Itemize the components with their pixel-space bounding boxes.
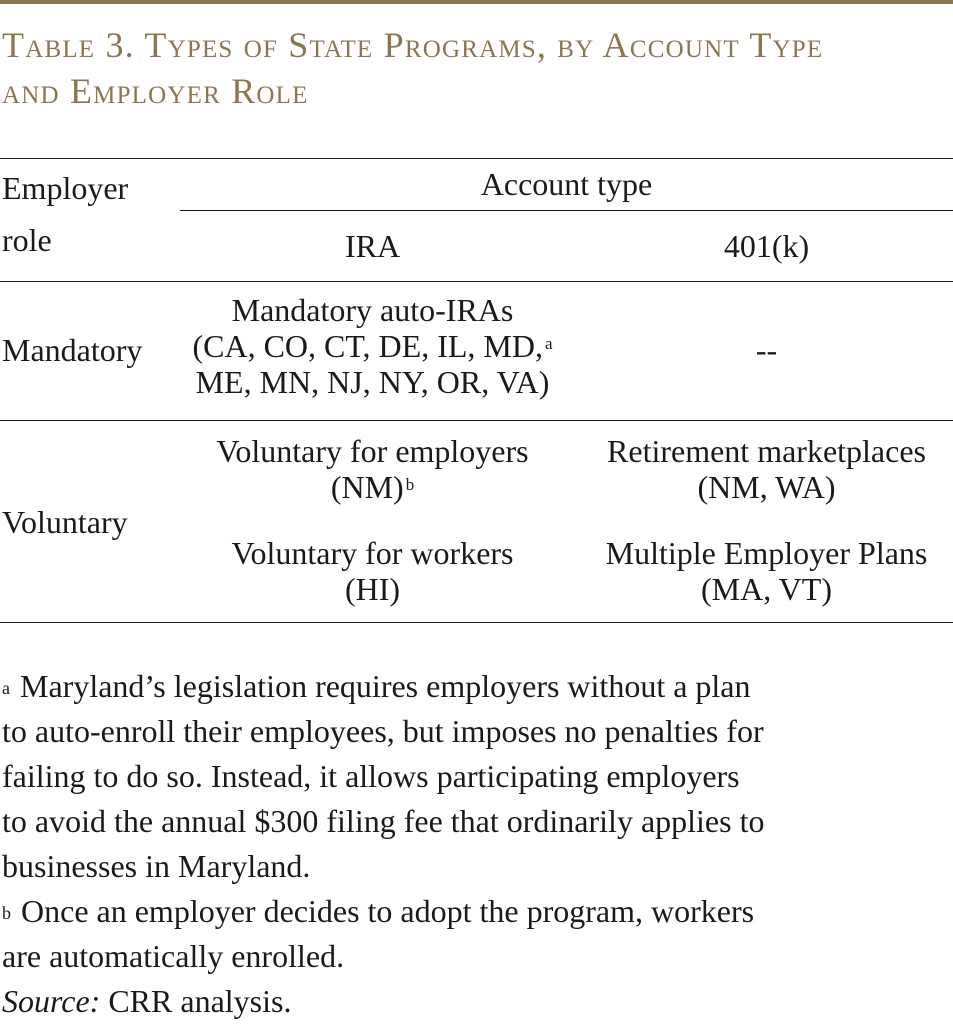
account-type-header: Account type <box>480 166 653 202</box>
multiple-employer-plans-cell: Multiple Employer Plans (MA, VT) <box>605 535 928 607</box>
table-bottom-rule <box>0 622 953 623</box>
retirement-marketplaces-cell: Retirement marketplaces (NM, WA) <box>607 433 926 505</box>
employer-role-header: Employer role <box>2 170 129 258</box>
table-title <box>2 22 947 114</box>
voluntary-workers-cell: Voluntary for workers (HI) <box>231 535 514 607</box>
footnote-b-marker: b <box>405 475 415 494</box>
401k-column-header: 401(k) <box>723 228 810 264</box>
header-bottom-rule <box>0 281 953 282</box>
mandatory-row-label: Mandatory <box>2 332 143 368</box>
table-top-rule <box>0 158 953 159</box>
mandatory-401k-cell: -- <box>755 332 778 368</box>
title-line-2: and Employer Role <box>2 71 309 111</box>
title-line-1: Table 3. Types of State Programs, by Account Type <box>2 25 824 65</box>
ira-column-header: IRA <box>344 228 401 264</box>
footnote-a: $^a$ Maryland’s legislation requires employers without a plan to auto-enroll their employees, but imposes no penalties for failing to do so. Instead, it allows participating employers to avoid the annual $300 filing fee that ordinarily applies to businesses in Maryland. <box>2 668 765 884</box>
voluntary-row-label: Voluntary <box>2 504 128 540</box>
mandatory-ira-cell: Mandatory auto-IRAs (CA, CO, CT, DE, IL, MD, $^a$ ME, MN, NJ, NY, OR, VA) <box>192 292 553 400</box>
mandatory-bottom-rule <box>0 420 953 421</box>
footnote-a-marker: a <box>544 334 553 353</box>
title-top-bar <box>0 0 953 4</box>
account-type-rule <box>180 210 953 211</box>
footnote-b: $^b$ Once an employer decides to adopt the program, workers are automatically enrolled. <box>2 893 755 974</box>
voluntary-employers-cell: Voluntary for employers (NM) $^b$ <box>216 433 529 505</box>
source-line: Source: CRR analysis. <box>2 983 292 1019</box>
